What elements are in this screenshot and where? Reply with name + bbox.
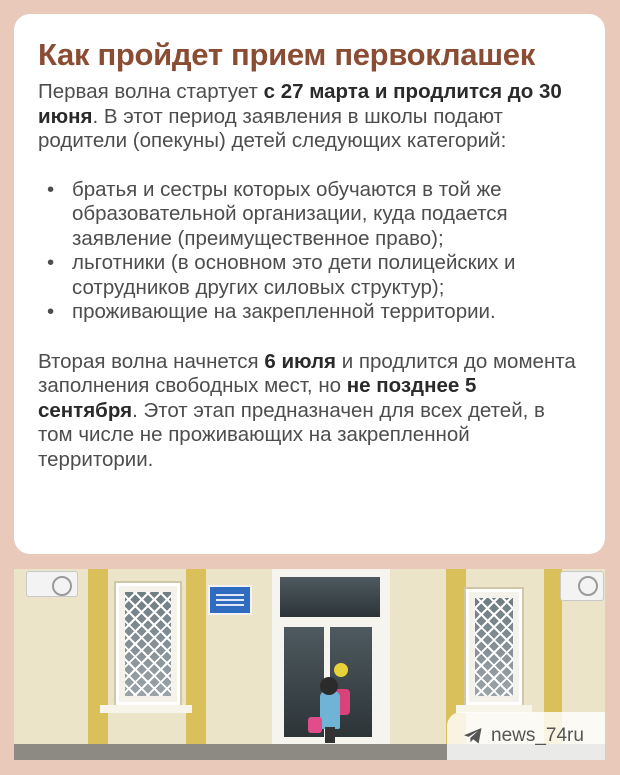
child-bag <box>308 717 322 733</box>
second-wave-deadline: не позднее 5 сентября <box>38 374 477 422</box>
second-wave-text-2: и продлится до момента заполнения свободных мест, но <box>38 349 576 397</box>
second-wave-paragraph <box>38 350 581 473</box>
barred-window <box>116 583 180 705</box>
first-wave-text-1: Первая волна стартует <box>38 80 264 103</box>
air-conditioner <box>560 571 604 601</box>
barred-window <box>466 589 522 705</box>
info-card <box>14 14 605 554</box>
second-wave-text-1: Вторая волна начнется <box>38 349 265 373</box>
wall-pilaster <box>186 569 206 760</box>
first-wave-dates: с 27 марта и продлится до 30 июня <box>38 80 562 128</box>
card-title: Как пройдет прием первоклашек <box>38 37 535 72</box>
school-sign <box>208 585 252 615</box>
first-wave-text-2: . В этот период заявления в школы подают родители (опекуны) детей следующих категорий: <box>38 104 507 152</box>
second-wave-start: 6 июля <box>264 349 337 373</box>
door-transom <box>280 577 380 617</box>
channel-handle: news_74ru <box>491 725 584 746</box>
first-wave-paragraph <box>38 80 581 154</box>
window-sill <box>100 705 192 713</box>
telegram-icon <box>463 727 483 745</box>
door-sticker <box>334 663 348 677</box>
list-item: • братья и сестры которых обучаются в той же образовательной организации, куда подается заявление (преимущественное право); <box>38 178 581 252</box>
category-list <box>38 178 581 325</box>
source-badge[interactable] <box>447 712 605 760</box>
list-item: • льготники (в основном это дети полицейских и сотрудников других силовых структур); <box>38 251 581 300</box>
list-item: • проживающие на закрепленной территории. <box>38 300 581 325</box>
air-conditioner <box>26 571 78 597</box>
child-legs <box>325 727 335 743</box>
second-wave-text-3: . Этот этап предназначен для всех детей, в том числе не проживающих на закрепленной территории. <box>38 398 545 471</box>
child-figure <box>320 691 340 729</box>
wall-pilaster <box>88 569 108 760</box>
child-head <box>320 677 338 695</box>
